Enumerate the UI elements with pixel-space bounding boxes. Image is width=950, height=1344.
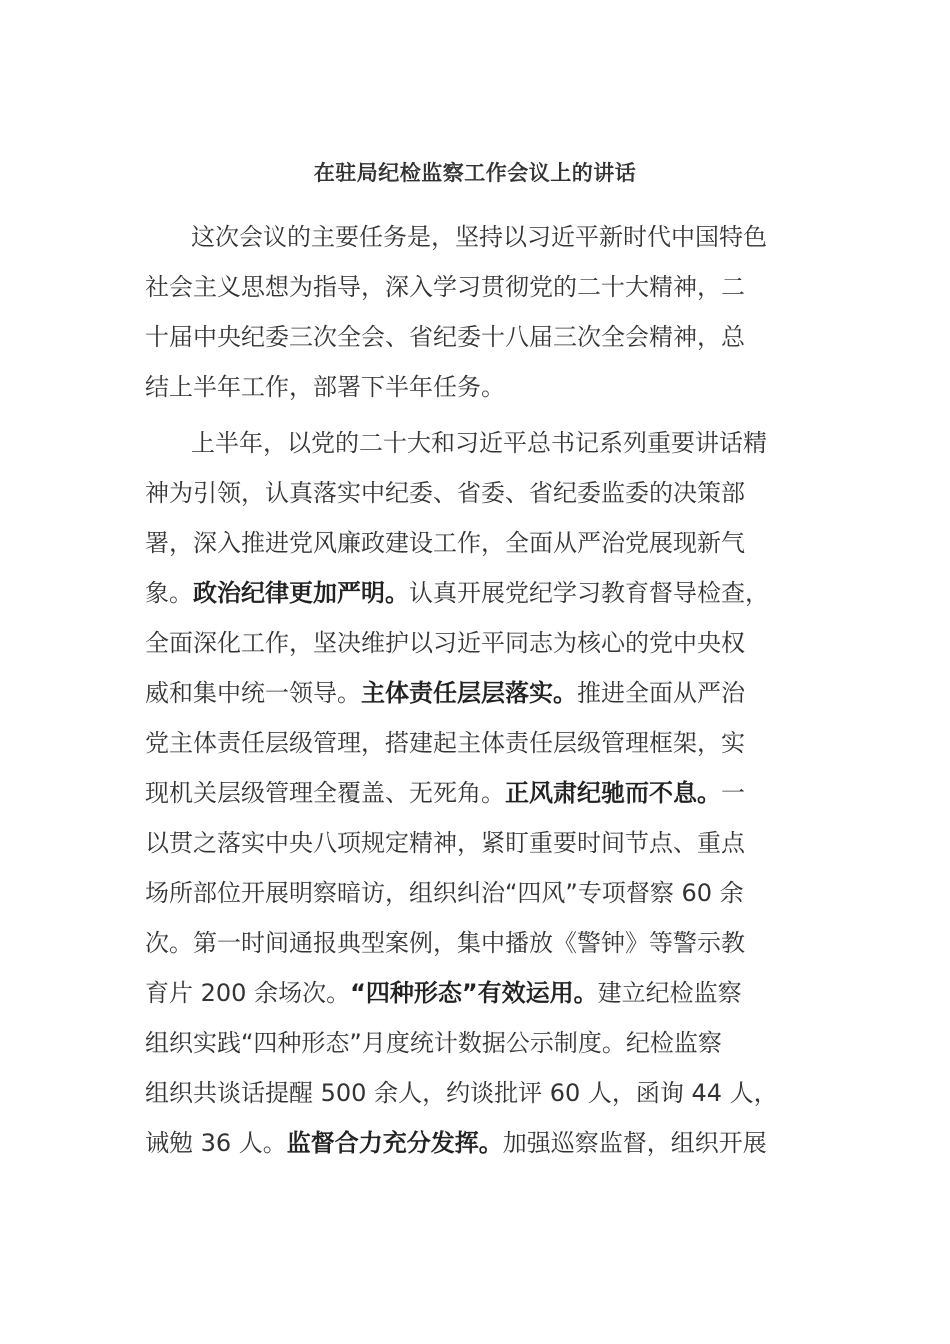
line-text: 一 xyxy=(721,779,745,807)
paragraph-summary xyxy=(145,418,815,1168)
line-text: 威和集中统一领导。 xyxy=(145,679,361,707)
paragraph-line: 党主体责任层级管理，搭建起主体责任层级管理框架，实 xyxy=(145,729,745,757)
paragraph-line: 次。第一时间通报典型案例，集中播放《警钟》等警示教 xyxy=(145,929,745,957)
paragraph-line: 神为引领，认真落实中纪委、省委、省纪委监委的决策部 xyxy=(145,479,745,507)
paragraph-line xyxy=(145,668,815,718)
line-text: 象。 xyxy=(145,579,193,607)
line-text: 推进全面从严治 xyxy=(577,679,745,707)
line-text: 加强巡察监督，组织开展 xyxy=(502,1129,767,1157)
document-title: 在驻局纪检监察工作会议上的讲话 xyxy=(313,161,637,185)
paragraph-line: 场所部位开展明察暗访，组织纠治“四风”专项督察 60 余 xyxy=(145,879,744,907)
line-text: 诫勉 36 人。 xyxy=(145,1129,287,1157)
paragraph-line: 社会主义思想为指导，深入学习贯彻党的二十大精神，二 xyxy=(145,273,745,301)
paragraph-line: 组织实践“四种形态”月度统计数据公示制度。纪检监察 xyxy=(145,1029,722,1057)
paragraph-line: 上半年，以党的二十大和习近平总书记系列重要讲话精 xyxy=(191,429,767,457)
paragraph-intro xyxy=(145,212,815,412)
line-text: 现机关层级管理全覆盖、无死角。 xyxy=(145,779,505,807)
section-heading: 正风肃纪驰而不息。 xyxy=(505,779,721,807)
section-heading: 主体责任层层落实。 xyxy=(361,679,577,707)
paragraph-line: 十届中央纪委三次全会、省纪委十八届三次全会精神，总 xyxy=(145,323,745,351)
paragraph-line: 组织共谈话提醒 500 余人，约谈批评 60 人，函询 44 人， xyxy=(145,1079,778,1107)
paragraph-line: 以贯之落实中央八项规定精神，紧盯重要时间节点、重点 xyxy=(145,829,745,857)
section-heading: 政治纪律更加严明。 xyxy=(193,579,409,607)
paragraph-line xyxy=(145,1118,815,1168)
paragraph-line xyxy=(145,768,815,818)
paragraph-line: 结上半年工作，部署下半年任务。 xyxy=(145,373,505,401)
paragraph-line: 全面深化工作，坚决维护以习近平同志为核心的党中央权 xyxy=(145,629,745,657)
paragraph-line: 这次会议的主要任务是，坚持以习近平新时代中国特色 xyxy=(191,223,767,251)
paragraph-line xyxy=(145,568,815,618)
line-text: 育片 200 余场次。 xyxy=(145,979,351,1007)
paragraph-line xyxy=(145,968,815,1018)
line-text: 建立纪检监察 xyxy=(597,979,742,1007)
section-heading: 监督合力充分发挥。 xyxy=(286,1129,503,1157)
section-heading: “四种形态”有效运用。 xyxy=(350,979,598,1007)
line-text: 认真开展党纪学习教育督导检查， xyxy=(409,579,769,607)
paragraph-line: 署，深入推进党风廉政建设工作，全面从严治党展现新气 xyxy=(145,529,745,557)
